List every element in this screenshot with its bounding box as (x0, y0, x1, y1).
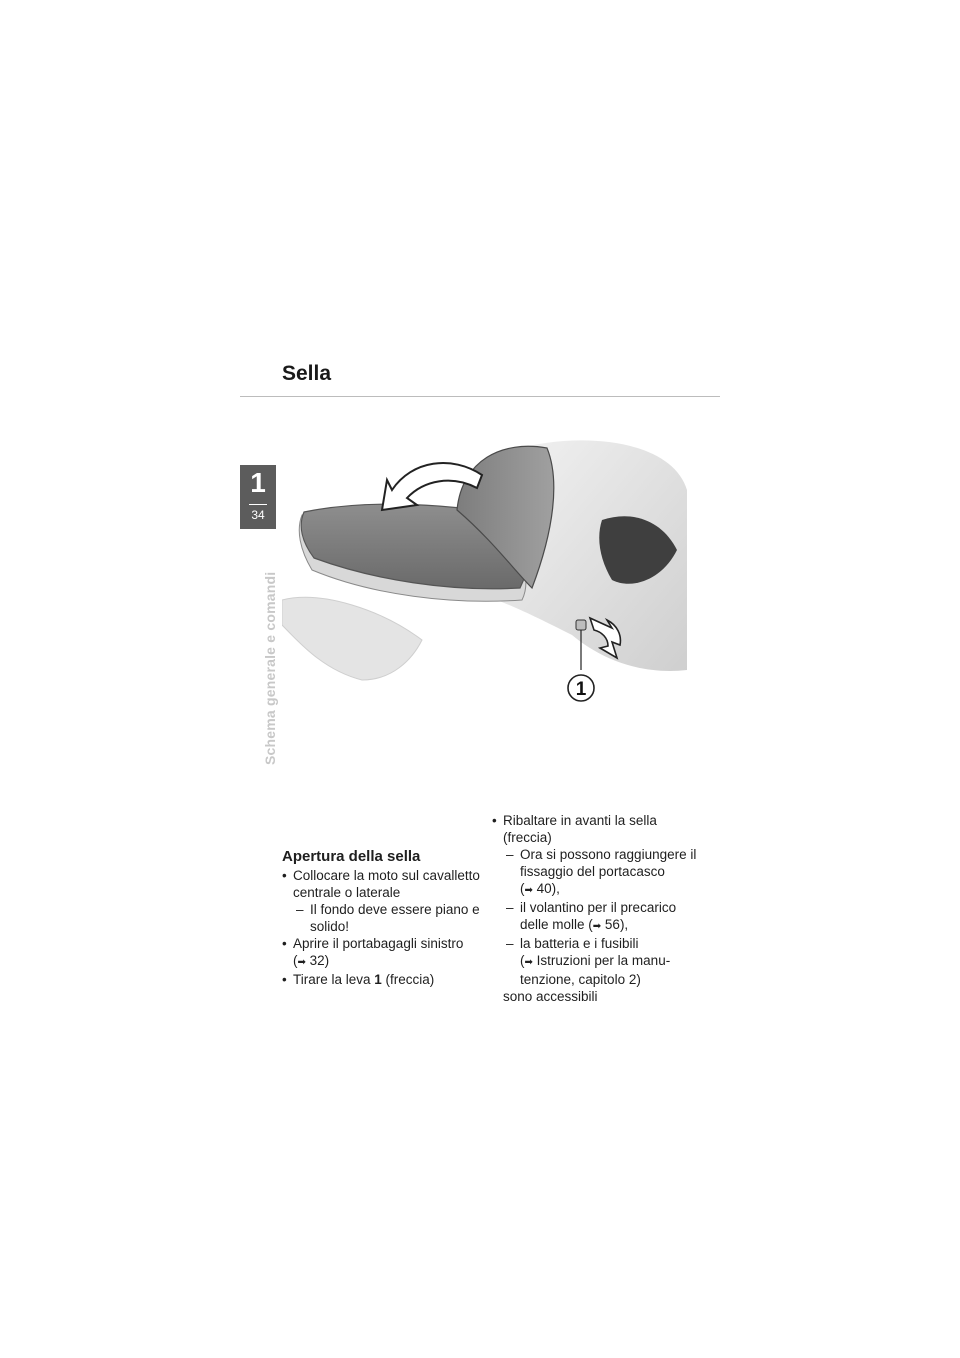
sub-item: – la batteria e i fusibili (➡ Istruzioni per la manutenzione, capitolo 2) (503, 935, 702, 988)
sub-item: – Il fondo deve essere piano e solido! (293, 901, 482, 935)
reference-arrow-icon: ➡ (592, 921, 602, 932)
title-divider (240, 396, 720, 397)
seat-illustration (282, 420, 702, 720)
right-column (492, 812, 702, 1005)
list-item: • Collocare la moto sul cavalletto centrale o laterale – Il fondo deve essere piano e solido! (282, 867, 482, 935)
chapter-tab (240, 465, 276, 529)
chapter-divider (249, 504, 267, 505)
step-list (282, 867, 482, 988)
left-column (282, 848, 482, 988)
reference-arrow-icon: ➡ (524, 957, 533, 968)
section-label: Schema generale e comandi (262, 571, 278, 765)
seat-drawing (282, 420, 702, 720)
release-lever (576, 620, 586, 630)
reference-arrow-icon: ➡ (524, 885, 533, 896)
list-item: • Ribaltare in avanti la sella (freccia) – Ora si possono raggiungere il fissaggio del portacasco (➡ 40), – il volantino per il precarico delle molle (➡ 56), – la batteria e i fusibili (➡ Istruzioni per la manutenzione, capitolo 2) sono accessibili (492, 812, 702, 1005)
list-item: • Tirare la leva 1 (freccia) (282, 971, 482, 988)
closing-text: sono accessibili (503, 989, 598, 1004)
subheading: Apertura della sella (282, 848, 421, 865)
chapter-number: 1 (250, 467, 266, 498)
page-title: Sella (282, 362, 332, 385)
side-fairing (282, 597, 422, 680)
sub-item: – Ora si possono raggiungere il fissaggio del portacasco (➡ 40), (503, 846, 702, 899)
callout-number: 1 (575, 679, 587, 700)
list-item: • Aprire il portabagagli sinistro (➡ 32) (282, 935, 482, 971)
sub-item: – il volantino per il precarico delle molle (➡ 56), (503, 899, 702, 935)
reference-arrow-icon: ➡ (297, 957, 306, 968)
page-number: 34 (251, 508, 265, 522)
step-list (492, 812, 702, 1005)
